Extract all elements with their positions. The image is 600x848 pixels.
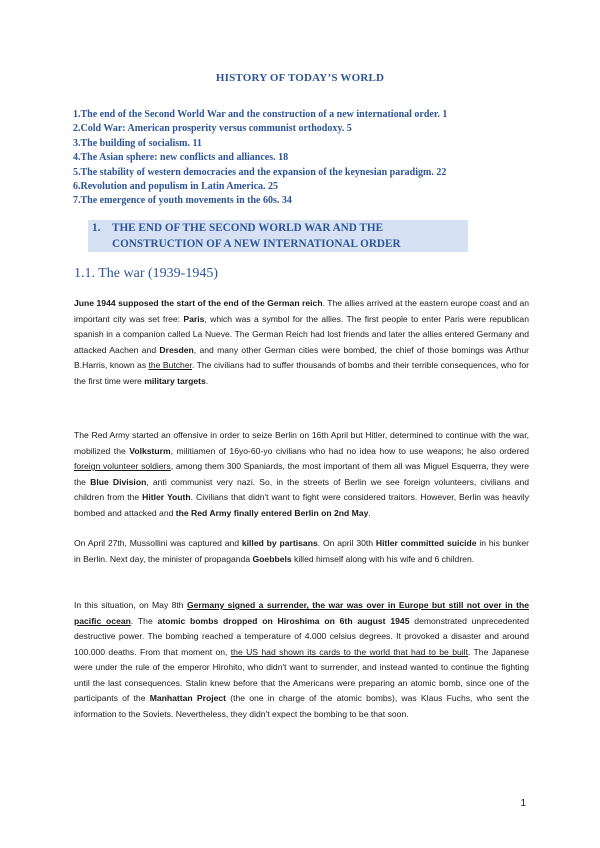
subsection-heading: 1.1. The war (1939-1945) bbox=[74, 266, 218, 281]
body-paragraph: On April 27th, Mussollini was captured and killed by partisans. On april 30th Hitler committed suicide in his bunker in Berlin. Next day, the minister of propaganda Goebbels killed himself along with his wife and 6 children. bbox=[74, 538, 529, 564]
toc-entry[interactable]: 3.The building of socialism. 11 bbox=[73, 137, 202, 149]
toc-entry[interactable]: 1.The end of the Second World War and the construction of a new international order. 1 bbox=[73, 109, 448, 120]
emphasized-text: Hitler Youth bbox=[142, 492, 191, 502]
section-title: THE END OF THE SECOND WORLD WAR AND THE CONSTRUCTION OF A NEW INTERNATIONAL ORDER bbox=[112, 222, 401, 250]
emphasized-text: June 1944 supposed the start of the end of the German reich bbox=[74, 298, 323, 308]
emphasized-text: Blue Division bbox=[90, 476, 147, 487]
emphasized-text: Volksturm bbox=[129, 445, 171, 456]
body-paragraph: June 1944 supposed the start of the end of the German reich. The allies arrived at the eastern europe coast and an important city was set free: Paris, which was a symbol for the allies. The first people to enter Paris were republican spanish in a companion called La Nueve. The German Reich had lost friends and later the allies entered Germany and attacked Aachen and Dresden, and many other German cities were bombed, the chief of those bomings was Arthur B.Harris, known as the Butcher. The civilians had to suffer thousands of bombs and their terrible consequences, who for the first time were military targets. bbox=[74, 298, 530, 386]
document-title: HISTORY OF TODAY’S WORLD bbox=[215, 72, 385, 84]
body-paragraph: In this situation, on May 8th Germany signed a surrender, the war was over in Europe but still not over in the pacific ocean. The atomic bombs dropped on Hiroshima on 6th august 1945 demonstrated unprecedented destructive power. The bombing reached a temperature of 4.000 celsius degrees. It provoked a disaster and around 100.000 deaths. From that moment on, the US had shown its cards to the world that had to be built. The Japanese were under the rule of the emperor Hirohito, who didn't want to surrender, and instead wanted to continue the fighting until the last consequences. Stalin knew before that the Americans were preparing an atomic bomb, since one of the participants of the Manhattan Project (the one in charge of the atomic bombs), was Klaus Fuchs, who sent the information to the Soviets. Nevertheless, they didn't expect the bombing to be that soon. bbox=[74, 600, 530, 719]
emphasized-text: Dresden bbox=[159, 344, 194, 355]
emphasized-text: killed by partisans bbox=[241, 538, 318, 548]
table-of-contents bbox=[73, 108, 533, 209]
emphasized-text: atomic bombs dropped on Hiroshima on 6th august 1945 bbox=[157, 615, 410, 626]
body-paragraph: The Red Army started an offensive in order to seize Berlin on 16th April but Hitler, determined to continue with the war, mobilized the Volksturm, militiamen of 16yo-60-yo civilians who had no idea how to use weapons; he also ordered foreign volunteer soldiers, among them 300 Spaniards, the most important of them all was Miguel Esquerra, they were the Blue Division, anti communist very nazi. So, in the streets of Berlin we see foreign volunteers, civilians and children from the Hitler Youth. Civilians that didn't want to fight were considered traitors. However, Berlin was heavily bombed and attacked and the Red Army finally entered Berlin on 2nd May. bbox=[74, 430, 530, 518]
emphasized-text: Hitler committed suicide bbox=[375, 538, 477, 548]
section-heading bbox=[88, 220, 468, 252]
emphasized-underlined-text: Germany signed a surrender, the war was over in Europe but still not over in the pacific ocean bbox=[74, 600, 529, 626]
emphasized-underlined-text: foreign volunteer soldiers bbox=[74, 461, 171, 471]
emphasized-text: the Red Army finally entered Berlin on 2nd May bbox=[175, 507, 369, 518]
emphasized-text: military targets bbox=[144, 375, 206, 386]
emphasized-underlined-text: the US had shown its cards to the world that had to be built bbox=[230, 646, 468, 657]
toc-entry[interactable]: 7.The emergence of youth movements in the 60s. 34 bbox=[73, 195, 292, 207]
section-number: 1. bbox=[92, 222, 101, 234]
emphasized-text: Manhattan Project bbox=[149, 693, 226, 703]
toc-entry[interactable]: 4.The Asian sphere: new conflicts and alliances. 18 bbox=[73, 152, 289, 164]
toc-entry[interactable]: 6.Revolution and populism in Latin America. 25 bbox=[73, 181, 279, 193]
emphasized-text: Goebbels bbox=[252, 553, 292, 564]
emphasized-underlined-text: the Butcher bbox=[148, 360, 192, 370]
page-number: 1 bbox=[520, 798, 526, 809]
toc-entry[interactable]: 2.Cold War: American prosperity versus communist orthodoxy. 5 bbox=[73, 123, 352, 135]
toc-entry[interactable]: 5.The stability of western democracies and the expansion of the keynesian paradigm. 22 bbox=[73, 166, 447, 178]
emphasized-text: Paris bbox=[183, 313, 205, 324]
